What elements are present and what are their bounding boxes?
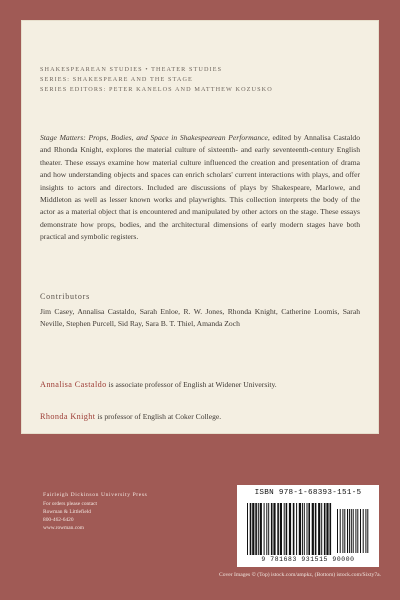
orders-text: For orders please contact: [43, 501, 98, 507]
barcode-bar: [365, 509, 366, 553]
barcode-bar: [271, 503, 273, 555]
description-text: , edited by Annalisa Castaldo and Rhonda Knight, explores the material culture of sixteenth- and early seventeenth-century English theater. These essays examine how material culture influenced the creation and presentation of drama and how understanding objects and spaces can enrich scholars' current interactions with plays, and offer insights to actors and directors. Included are discussions of plays by Shakespeare, Marlowe, and Middleton as well as lesser known works and playwrights. This collection interprets the body of the actor as a material object that is encountered and manipulated by other actors on the stage. These essays demonstrate how props, bodies, and the architectural dimensions of early modern stages have both practical and symbolic registers.: [40, 133, 360, 242]
addon-digits: 90000: [332, 556, 355, 563]
isbn-number: ISBN 978-1-68393-151-5: [254, 489, 362, 497]
barcode-bar: [247, 503, 248, 555]
barcode-bar: [308, 503, 310, 555]
barcode-bar: [286, 503, 288, 555]
barcode-bar: [296, 503, 297, 555]
barcode-bar: [268, 503, 269, 555]
barcode-bar: [357, 509, 358, 553]
barcode-bar: [360, 509, 361, 553]
barcode-bar: [307, 503, 308, 555]
series-line-1: SHAKESPEAREAN STUDIES • THEATER STUDIES: [40, 66, 223, 73]
barcode-bar: [363, 509, 364, 553]
barcode-bar: [255, 503, 257, 555]
barcode-bar: [273, 503, 275, 555]
barcode-bar: [321, 503, 322, 555]
barcode-bar: [252, 503, 254, 555]
barcode-bar: [264, 503, 265, 555]
author-name: Rhonda Knight: [40, 412, 96, 421]
barcode-bar: [340, 509, 341, 553]
book-title: Stage Matters: Props, Bodies, and Space in Shakespearean Performance: [40, 133, 268, 142]
barcode-bar: [289, 503, 291, 555]
author-bio: [40, 412, 221, 421]
barcode-bar: [324, 503, 326, 555]
barcode-bar: [347, 509, 348, 553]
author-bio: [40, 380, 277, 389]
ean-digits: 9 781683 931515: [261, 556, 328, 563]
author-bio-text: is associate professor of English at Widener University.: [106, 380, 277, 389]
barcode-bar: [349, 509, 350, 553]
barcode-bar: [260, 503, 262, 555]
author-name: Annalisa Castaldo: [40, 380, 107, 389]
contributors-list: Jim Casey, Annalisa Castaldo, Sarah Enloe, R. W. Jones, Rhonda Knight, Catherine Loomis, Sarah Neville, Stephen Purcell, Sid Ray, Sara B. T. Thiel, Amanda Zoch: [40, 307, 360, 329]
phone-number: 800-462-6420: [43, 517, 74, 523]
barcode-bar: [299, 503, 301, 555]
barcode-bar: [344, 509, 345, 553]
series-line-2: SERIES: SHAKESPEARE AND THE STAGE: [40, 76, 193, 83]
barcode-bar: [312, 503, 314, 555]
contributors-heading: Contributors: [40, 292, 91, 301]
barcode-bar: [277, 503, 279, 555]
barcode-bar: [355, 509, 356, 553]
publisher-website: www.rowman.com: [43, 525, 84, 531]
book-description: [40, 132, 360, 244]
barcode: [237, 485, 379, 567]
series-editors: SERIES EDITORS: PETER KANELOS AND MATTHEW KOZUSKO: [40, 86, 273, 93]
barcode-bar: [280, 503, 282, 555]
barcode-bar: [318, 503, 320, 555]
barcode-bar: [342, 509, 343, 553]
distributor-name: Rowman & Littlefield: [43, 509, 91, 515]
barcode-bar: [315, 503, 317, 555]
barcode-digits: [237, 556, 379, 563]
barcode-bar: [293, 503, 295, 555]
barcode-bar: [266, 503, 267, 555]
barcode-bar: [337, 509, 338, 553]
barcode-bar: [304, 503, 305, 555]
cover-image-credit: Cover Images © (Top) istock.com/ampkz, (Bottom) istock.com/Sixty7a.: [218, 572, 381, 578]
barcode-bars: [245, 501, 371, 555]
barcode-bar: [330, 503, 332, 555]
barcode-bar: [250, 503, 252, 555]
publisher-name: Fairleigh Dickinson University Press: [43, 492, 148, 498]
barcode-bar: [302, 503, 303, 555]
barcode-bar: [353, 509, 354, 553]
barcode-bar: [284, 503, 285, 555]
author-bio-text: is professor of English at Coker College.: [95, 412, 222, 421]
barcode-bar: [326, 503, 328, 555]
barcode-bar: [351, 509, 352, 553]
text-panel: [21, 20, 379, 434]
barcode-bar: [367, 509, 368, 553]
barcode-bar: [258, 503, 259, 555]
